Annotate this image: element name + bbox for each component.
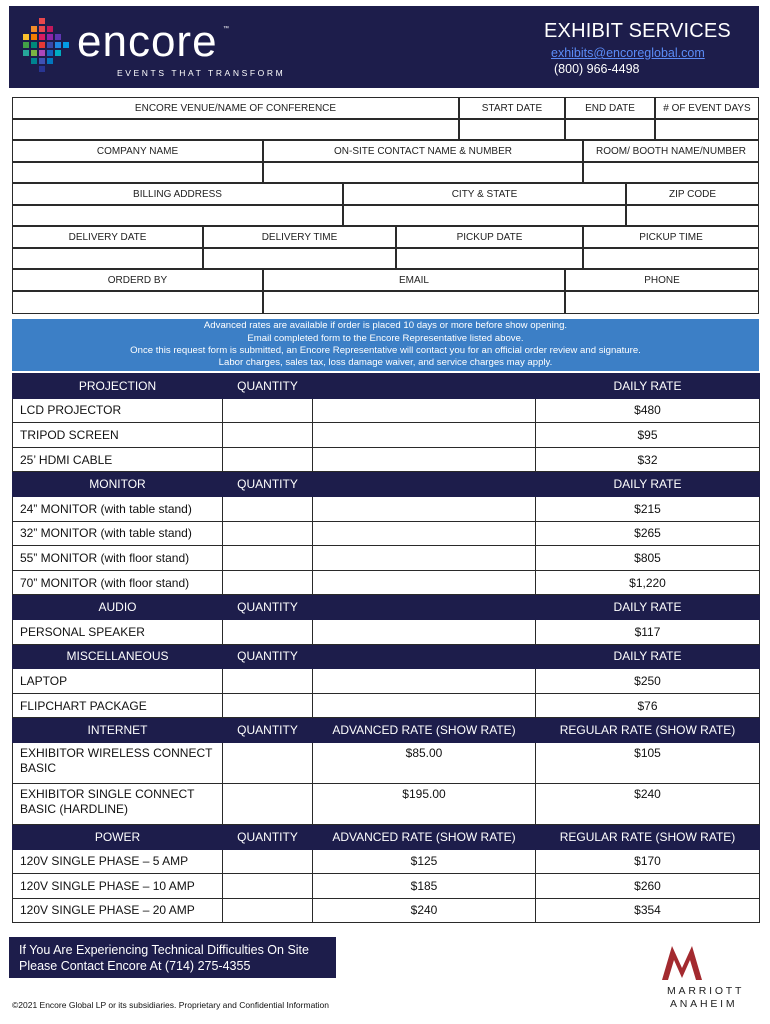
- section-header: [13, 374, 760, 399]
- blank-cell: [313, 521, 536, 546]
- hotel-location: ANAHEIM: [670, 998, 738, 1010]
- blank-cell: [313, 423, 536, 448]
- room-label: ROOM/ BOOTH NAME/NUMBER: [583, 140, 759, 162]
- billing-label: BILLING ADDRESS: [12, 183, 343, 205]
- table-row: [13, 669, 760, 694]
- quantity-field[interactable]: [223, 669, 313, 694]
- table-row: [13, 496, 760, 521]
- advanced-rate-header: ADVANCED RATE (SHOW RATE): [313, 718, 536, 743]
- item-rate: $1,220: [536, 570, 760, 595]
- blank-header: [313, 472, 536, 497]
- quantity-header: QUANTITY: [223, 595, 313, 620]
- rate-header: DAILY RATE: [536, 472, 760, 497]
- item-name: 120V SINGLE PHASE – 20 AMP: [13, 898, 223, 923]
- quantity-field[interactable]: [223, 546, 313, 571]
- regular-rate-header: REGULAR RATE (SHOW RATE): [536, 718, 760, 743]
- quantity-field[interactable]: [223, 874, 313, 899]
- contact-field[interactable]: [263, 162, 583, 183]
- billing-field[interactable]: [12, 205, 343, 226]
- blank-cell: [313, 669, 536, 694]
- item-name: FLIPCHART PACKAGE: [13, 693, 223, 718]
- notice-line: Advanced rates are available if order is placed 10 days or more before show opening.: [203, 320, 568, 332]
- quantity-header: QUANTITY: [223, 374, 313, 399]
- table-row: [13, 693, 760, 718]
- item-rate: $250: [536, 669, 760, 694]
- rate-header: DAILY RATE: [536, 644, 760, 669]
- blank-cell: [313, 693, 536, 718]
- venue-label: ENCORE VENUE/NAME OF CONFERENCE: [12, 97, 459, 119]
- quantity-header: QUANTITY: [223, 824, 313, 849]
- table-row: [13, 521, 760, 546]
- advanced-rate: $125: [313, 849, 536, 874]
- advanced-rate: $195.00: [313, 783, 536, 824]
- item-rate: $95: [536, 423, 760, 448]
- item-rate: $76: [536, 693, 760, 718]
- item-rate: $480: [536, 398, 760, 423]
- table-row: [13, 423, 760, 448]
- table-row: [13, 447, 760, 472]
- brand-tagline: EVENTS THAT TRANSFORM: [117, 68, 286, 78]
- regular-rate: $260: [536, 874, 760, 899]
- contact-phone: (800) 966-4498: [554, 62, 640, 76]
- section-title: POWER: [13, 824, 223, 849]
- page-title: EXHIBIT SERVICES: [544, 20, 731, 42]
- page-header: [9, 6, 759, 88]
- section-header: [13, 644, 760, 669]
- order-notice: [12, 319, 759, 371]
- ordered-by-label: ORDERD BY: [12, 269, 263, 291]
- start-date-label: START DATE: [459, 97, 565, 119]
- notice-line: Email completed form to the Encore Representative listed above.: [247, 332, 524, 344]
- quantity-field[interactable]: [223, 849, 313, 874]
- table-row: [13, 570, 760, 595]
- blank-header: [313, 644, 536, 669]
- hotel-brand: MARRIOTT: [667, 985, 745, 997]
- company-label: COMPANY NAME: [12, 140, 263, 162]
- delivery-date-field[interactable]: [12, 248, 203, 269]
- advanced-rate: $185: [313, 874, 536, 899]
- brand-wordmark: encore: [77, 17, 218, 66]
- advanced-rate: $240: [313, 898, 536, 923]
- regular-rate: $170: [536, 849, 760, 874]
- regular-rate: $105: [536, 742, 760, 783]
- section-header: [13, 595, 760, 620]
- advanced-rate: $85.00: [313, 742, 536, 783]
- contact-email-link[interactable]: exhibits@encoreglobal.com: [551, 46, 705, 60]
- table-row: [13, 898, 760, 923]
- blank-header: [313, 595, 536, 620]
- item-rate: $805: [536, 546, 760, 571]
- section-title: PROJECTION: [13, 374, 223, 399]
- quantity-field[interactable]: [223, 783, 313, 824]
- zip-label: ZIP CODE: [626, 183, 759, 205]
- start-date-field[interactable]: [459, 119, 565, 140]
- item-name: 120V SINGLE PHASE – 5 AMP: [13, 849, 223, 874]
- section-title: MISCELLANEOUS: [13, 644, 223, 669]
- pickup-time-label: PICKUP TIME: [583, 226, 759, 248]
- pickup-time-field[interactable]: [583, 248, 759, 269]
- pickup-date-label: PICKUP DATE: [396, 226, 583, 248]
- table-row: [13, 398, 760, 423]
- quantity-field[interactable]: [223, 742, 313, 783]
- item-name: LCD PROJECTOR: [13, 398, 223, 423]
- section-header: [13, 472, 760, 497]
- rate-header: DAILY RATE: [536, 374, 760, 399]
- quantity-field[interactable]: [223, 496, 313, 521]
- regular-rate: $240: [536, 783, 760, 824]
- item-name: EXHIBITOR SINGLE CONNECT BASIC (HARDLINE): [13, 783, 223, 824]
- regular-rate: $354: [536, 898, 760, 923]
- quantity-field[interactable]: [223, 570, 313, 595]
- item-rate: $32: [536, 447, 760, 472]
- blank-cell: [313, 619, 536, 644]
- section-title: MONITOR: [13, 472, 223, 497]
- table-row: [13, 742, 760, 783]
- help-line: Please Contact Encore At (714) 275-4355: [19, 959, 251, 973]
- table-row: [13, 783, 760, 824]
- table-row: [13, 619, 760, 644]
- item-name: EXHIBITOR WIRELESS CONNECT BASIC: [13, 742, 223, 783]
- item-name: 120V SINGLE PHASE – 10 AMP: [13, 874, 223, 899]
- help-line: If You Are Experiencing Technical Difficulties On Site: [19, 943, 309, 957]
- blank-cell: [313, 570, 536, 595]
- phone-label: PHONE: [565, 269, 759, 291]
- price-table: [12, 373, 760, 923]
- item-rate: $117: [536, 619, 760, 644]
- blank-cell: [313, 398, 536, 423]
- quantity-field[interactable]: [223, 693, 313, 718]
- city-state-field[interactable]: [343, 205, 626, 226]
- rate-header: DAILY RATE: [536, 595, 760, 620]
- item-name: 70” MONITOR (with floor stand): [13, 570, 223, 595]
- section-title: AUDIO: [13, 595, 223, 620]
- contact-label: ON-SITE CONTACT NAME & NUMBER: [263, 140, 583, 162]
- email-field[interactable]: [263, 291, 565, 314]
- quantity-field[interactable]: [223, 619, 313, 644]
- quantity-field[interactable]: [223, 447, 313, 472]
- table-row: [13, 874, 760, 899]
- trademark-symbol: ™: [223, 26, 229, 32]
- item-rate: $265: [536, 521, 760, 546]
- quantity-header: QUANTITY: [223, 718, 313, 743]
- blank-cell: [313, 496, 536, 521]
- blank-cell: [313, 447, 536, 472]
- item-name: 24” MONITOR (with table stand): [13, 496, 223, 521]
- event-days-label: # OF EVENT DAYS: [655, 97, 759, 119]
- item-name: 55” MONITOR (with floor stand): [13, 546, 223, 571]
- delivery-time-field[interactable]: [203, 248, 396, 269]
- event-days-field[interactable]: [655, 119, 759, 140]
- table-row: [13, 546, 760, 571]
- blank-header: [313, 374, 536, 399]
- item-name: TRIPOD SCREEN: [13, 423, 223, 448]
- delivery-date-label: DELIVERY DATE: [12, 226, 203, 248]
- quantity-header: QUANTITY: [223, 472, 313, 497]
- quantity-field[interactable]: [223, 398, 313, 423]
- encore-logo-icon: [23, 18, 71, 78]
- quantity-field[interactable]: [223, 423, 313, 448]
- notice-line: Labor charges, sales tax, loss damage waiver, and service charges may apply.: [218, 357, 553, 369]
- venue-field[interactable]: [12, 119, 459, 140]
- phone-field[interactable]: [565, 291, 759, 314]
- quantity-field[interactable]: [223, 521, 313, 546]
- pickup-date-field[interactable]: [396, 248, 583, 269]
- quantity-field[interactable]: [223, 898, 313, 923]
- end-date-field[interactable]: [565, 119, 655, 140]
- copyright-notice: ©2021 Encore Global LP or its subsidiaries. Proprietary and Confidential Information: [12, 1000, 329, 1010]
- room-field[interactable]: [583, 162, 759, 183]
- company-field[interactable]: [12, 162, 263, 183]
- item-name: PERSONAL SPEAKER: [13, 619, 223, 644]
- item-name: 32” MONITOR (with table stand): [13, 521, 223, 546]
- item-name: 25’ HDMI CABLE: [13, 447, 223, 472]
- section-header: [13, 824, 760, 849]
- zip-field[interactable]: [626, 205, 759, 226]
- section-header: [13, 718, 760, 743]
- delivery-time-label: DELIVERY TIME: [203, 226, 396, 248]
- marriott-logo-icon: [658, 940, 708, 982]
- tech-support-box: [9, 937, 336, 978]
- city-state-label: CITY & STATE: [343, 183, 626, 205]
- quantity-header: QUANTITY: [223, 644, 313, 669]
- email-label: EMAIL: [263, 269, 565, 291]
- blank-cell: [313, 546, 536, 571]
- advanced-rate-header: ADVANCED RATE (SHOW RATE): [313, 824, 536, 849]
- table-row: [13, 849, 760, 874]
- section-title: INTERNET: [13, 718, 223, 743]
- ordered-by-field[interactable]: [12, 291, 263, 314]
- item-name: LAPTOP: [13, 669, 223, 694]
- notice-line: Once this request form is submitted, an Encore Representative will contact you for an official order review and signature.: [130, 345, 641, 356]
- end-date-label: END DATE: [565, 97, 655, 119]
- item-rate: $215: [536, 496, 760, 521]
- regular-rate-header: REGULAR RATE (SHOW RATE): [536, 824, 760, 849]
